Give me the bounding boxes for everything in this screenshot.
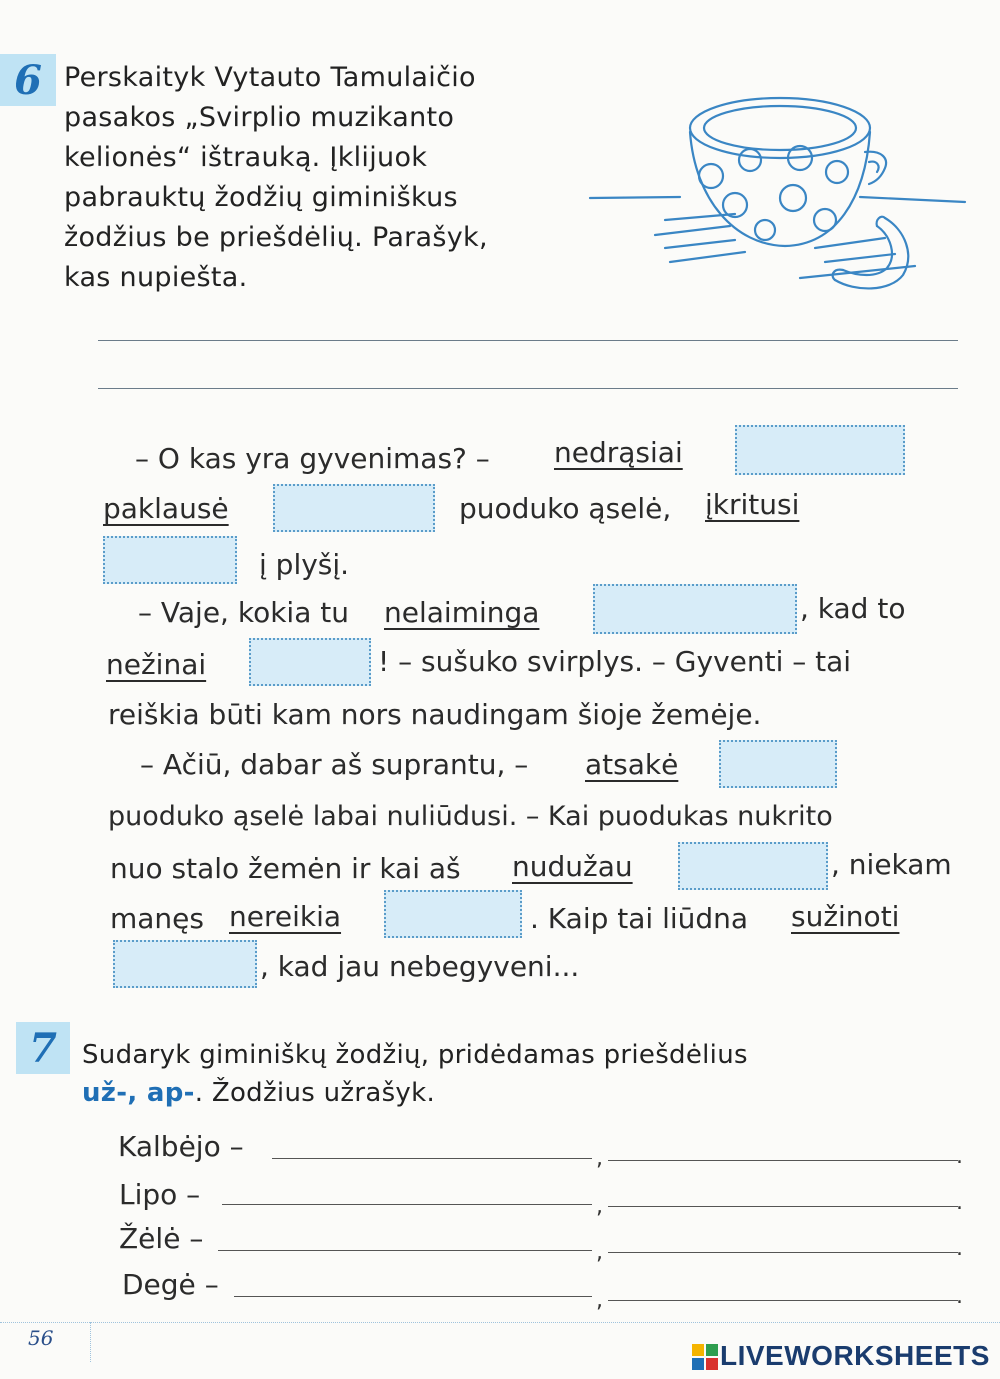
answer-line-dege-2[interactable] — [608, 1300, 958, 1301]
exercise-6-instruction — [64, 58, 488, 298]
underlined-word: sužinoti — [791, 900, 900, 933]
instruction-line: pasakos „Svirplio muzikanto — [64, 102, 455, 133]
word-label: Lipo – — [119, 1178, 201, 1211]
drop-box-1[interactable] — [735, 425, 905, 475]
comma: , — [596, 1146, 603, 1171]
footer-divider — [0, 1322, 1000, 1323]
story-text: , kad to — [800, 592, 906, 625]
story-text: reiškia būti kam nors naudingam šioje žemėje. — [108, 698, 762, 731]
underlined-word: nelaiminga — [384, 596, 540, 629]
word-label: Degė – — [122, 1268, 219, 1301]
story-text: manęs — [110, 902, 204, 935]
story-text: puoduko ąselė, — [459, 492, 672, 525]
story-text: į plyšį. — [259, 548, 350, 581]
drop-box-2[interactable] — [273, 484, 435, 532]
answer-line-drawing-1[interactable] — [98, 340, 958, 341]
answer-line-drawing-2[interactable] — [98, 388, 958, 389]
exercise-6-number — [0, 54, 56, 106]
story-text: nuo stalo žemėn ir kai aš — [110, 852, 461, 885]
drop-box-5[interactable] — [249, 638, 371, 686]
exercise-7-instruction — [82, 1036, 748, 1112]
answer-line-zele-1[interactable] — [218, 1250, 592, 1251]
underlined-word: nudužau — [512, 850, 633, 883]
liveworksheets-logo-icon — [692, 1344, 718, 1370]
answer-line-zele-2[interactable] — [608, 1252, 958, 1253]
drop-box-8[interactable] — [384, 890, 522, 938]
footer-divider-vertical — [90, 1322, 91, 1362]
story-text: puoduko ąselė labai nuliūdusi. – Kai puodukas nukrito — [108, 801, 833, 832]
period: . — [956, 1236, 963, 1261]
drop-box-9[interactable] — [113, 940, 257, 988]
exercise-7-number — [16, 1022, 70, 1074]
answer-line-dege-1[interactable] — [234, 1296, 592, 1297]
instruction-line: Sudaryk giminiškų žodžių, pridėdamas priešdėlius — [82, 1040, 748, 1070]
answer-line-lipo-2[interactable] — [608, 1206, 958, 1207]
underlined-word: atsakė — [585, 748, 679, 781]
story-text: – Ačiū, dabar aš suprantu, – — [140, 748, 529, 781]
comma: , — [596, 1240, 603, 1265]
word-label: Kalbėjo – — [118, 1130, 244, 1163]
story-text: – O kas yra gyvenimas? – — [135, 442, 490, 475]
instruction-line: kas nupiešta. — [64, 262, 248, 293]
underlined-word: nežinai — [106, 648, 207, 681]
answer-line-lipo-1[interactable] — [222, 1204, 592, 1205]
instruction-line: žodžius be priešdėlių. Parašyk, — [64, 222, 488, 253]
prefixes: už-, ap- — [82, 1078, 195, 1108]
instruction-line: pabrauktų žodžių giminiškus — [64, 182, 458, 213]
period: . — [956, 1144, 963, 1169]
underlined-word: nedrąsiai — [554, 436, 683, 469]
instruction-line-2 — [82, 1074, 748, 1112]
comma: , — [596, 1194, 603, 1219]
exercise-7-number-text: 7 — [29, 1024, 57, 1072]
period: . — [956, 1284, 963, 1309]
drop-box-3[interactable] — [103, 536, 237, 584]
underlined-word: įkritusi — [705, 488, 800, 521]
underlined-word: paklausė — [103, 492, 229, 525]
story-text: , niekam — [831, 848, 952, 881]
drop-box-7[interactable] — [678, 842, 828, 890]
underlined-word: nereikia — [229, 900, 342, 933]
teacup-with-broken-handle-icon — [585, 80, 975, 310]
drop-box-6[interactable] — [719, 740, 837, 788]
brand-name: LIVEWORKSHEETS — [720, 1340, 990, 1371]
instruction-line: kelionės“ ištrauką. Įklijuok — [64, 142, 428, 173]
story-text: , kad jau nebegyveni... — [260, 950, 580, 983]
instruction-line: Perskaityk Vytauto Tamulaičio — [64, 62, 476, 93]
instruction-rest: . Žodžius užrašyk. — [194, 1078, 436, 1108]
comma: , — [596, 1288, 603, 1313]
answer-line-kalbejo-2[interactable] — [608, 1160, 958, 1161]
word-label: Žėlė – — [119, 1222, 204, 1255]
answer-line-kalbejo-1[interactable] — [272, 1158, 592, 1159]
drop-box-4[interactable] — [593, 584, 797, 634]
page-number: 56 — [28, 1326, 54, 1350]
story-text: . Kaip tai liūdna — [530, 902, 749, 935]
story-text: – Vaje, kokia tu — [138, 596, 349, 629]
story-text: ! – sušuko svirplys. – Gyventi – tai — [378, 645, 852, 678]
exercise-6-number-text: 6 — [14, 56, 42, 104]
period: . — [956, 1190, 963, 1215]
